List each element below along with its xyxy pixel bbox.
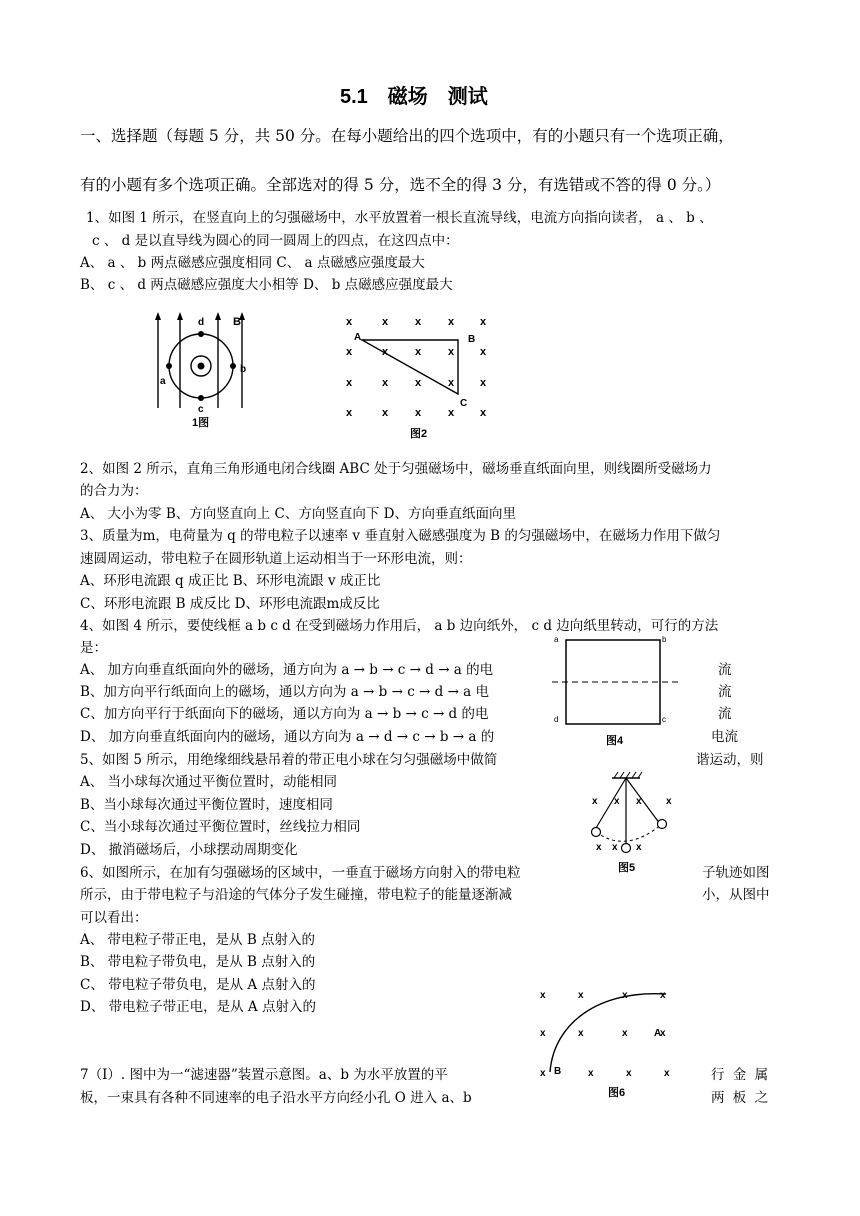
fig4-label-d: d bbox=[554, 715, 559, 724]
q3-stem-line2: 速圆周运动，带电粒子在圆形轨道上运动相当于一环形电流，则： bbox=[80, 551, 472, 567]
svg-text:x: x bbox=[660, 1028, 666, 1039]
fig4-label-b: b bbox=[662, 635, 667, 644]
svg-text:x: x bbox=[480, 377, 487, 389]
fig6-caption: 图6 bbox=[608, 1087, 626, 1099]
q7-stem-line1: 7（Ⅰ）. 图中为一“滤速器”装置示意图。a、b 为水平放置的平 bbox=[80, 1067, 448, 1083]
q4-option-d: D、 加方向垂直纸面向内的磁场，通以方向为 a → d → c → b → a 的 bbox=[80, 729, 495, 745]
figure-2 bbox=[340, 312, 495, 442]
fig1-label-b: b bbox=[240, 364, 247, 375]
svg-text:x: x bbox=[382, 377, 389, 389]
fig5-caption: 图5 bbox=[618, 862, 636, 874]
svg-text:x: x bbox=[346, 377, 353, 389]
q4-option-a-tail: 流 bbox=[718, 662, 732, 678]
q7-stem-line2-tail: 两 板 之 bbox=[711, 1090, 769, 1106]
q5-option-b: B、当小球每次通过平衡位置时，速度相同 bbox=[80, 797, 333, 813]
q3-options-ab: A、环形电流跟 q 成正比 B、环形电流跟 v 成正比 bbox=[80, 573, 381, 589]
q4-option-c: C、加方向平行于纸面向下的磁场，通以方向为 a → b → c → d 的电 bbox=[80, 706, 489, 722]
q5-option-c: C、当小球每次通过平衡位置时，丝线拉力相同 bbox=[80, 819, 361, 835]
figure-5 bbox=[582, 766, 682, 876]
q2-stem-line1: 2、如图 2 所示，直角三角形通电闭合线圈 ABC 处于匀强磁场中，磁场垂直纸面向里，则线圈所受磁场力 bbox=[80, 461, 712, 477]
svg-text:x: x bbox=[626, 1068, 632, 1079]
figure-4 bbox=[548, 630, 688, 750]
fig2-caption: 图2 bbox=[410, 428, 428, 440]
svg-text:x: x bbox=[636, 796, 642, 807]
q6-stem-line1-tail: 子轨迹如图 bbox=[702, 865, 770, 881]
svg-text:x: x bbox=[660, 990, 666, 1001]
svg-text:x: x bbox=[415, 346, 422, 358]
fig6-label-B: B bbox=[554, 1066, 562, 1077]
q5-stem-tail: 谐运动，则 bbox=[696, 752, 764, 768]
fig6-label-A: A bbox=[654, 1028, 662, 1039]
q6-stem-line3: 可以看出： bbox=[80, 910, 148, 926]
q7-stem-line2: 板，一束具有各种不同速率的电子沿水平方向经小孔 O 进入 a、b bbox=[80, 1090, 472, 1106]
svg-text:x: x bbox=[540, 1028, 546, 1039]
svg-text:x: x bbox=[415, 407, 422, 419]
q6-option-c: C、 带电粒子带负电，是从 A 点射入的 bbox=[80, 977, 316, 993]
q4-option-b-tail: 流 bbox=[718, 684, 732, 700]
fig1-label-a: a bbox=[160, 376, 166, 387]
q2-options: A、 大小为零 B、方向竖直向上 C、方向竖直向下 D、方向垂直纸面向里 bbox=[80, 506, 516, 522]
q6-option-b: B、 带电粒子带负电，是从 B 点射入的 bbox=[80, 954, 316, 970]
fig1-caption: 1图 bbox=[192, 417, 210, 429]
fig1-label-c: c bbox=[198, 404, 204, 415]
svg-text:x: x bbox=[448, 346, 455, 358]
section-instructions-line1: 一、选择题（每题 5 分，共 50 分。在每小题给出的四个选项中，有的小题只有一个选项正确， bbox=[80, 127, 734, 145]
svg-text:x: x bbox=[346, 316, 353, 328]
q5-option-a: A、 当小球每次通过平衡位置时，动能相同 bbox=[80, 774, 338, 790]
q2-stem-line2: 的合力为： bbox=[80, 483, 148, 499]
q6-stem-line1: 6、如图所示，在加有匀强磁场的区域中，一垂直于磁场方向射入的带电粒 bbox=[80, 865, 521, 881]
q1-options-ac: A、 a 、 b 两点磁感应强度相同 C、 a 点磁感应强度最大 bbox=[80, 255, 425, 271]
q6-stem-line2-tail: 小，从图中 bbox=[702, 887, 770, 903]
svg-text:x: x bbox=[622, 1028, 628, 1039]
svg-text:x: x bbox=[578, 990, 584, 1001]
svg-text:x: x bbox=[480, 346, 487, 358]
svg-text:x: x bbox=[540, 1068, 546, 1079]
svg-text:x: x bbox=[415, 316, 422, 328]
svg-text:x: x bbox=[346, 346, 353, 358]
svg-text:x: x bbox=[480, 316, 487, 328]
svg-text:x: x bbox=[588, 1068, 594, 1079]
q1-stem-line1: 1、如图 1 所示，在竖直向上的匀强磁场中，水平放置着一根长直流导线，电流方向指向读者， a 、 b 、 bbox=[86, 210, 713, 226]
svg-text:x: x bbox=[448, 407, 455, 419]
fig4-caption: 图4 bbox=[606, 735, 624, 747]
fig4-label-c: c bbox=[662, 715, 666, 724]
svg-text:x: x bbox=[382, 346, 389, 358]
svg-text:x: x bbox=[596, 842, 602, 853]
q4-stem-line1: 4、如图 4 所示，要使线框 a b c d 在受到磁场力作用后， a b 边向纸外， c d 边向纸里转动，可行的方法 bbox=[80, 618, 719, 634]
svg-text:x: x bbox=[346, 407, 353, 419]
svg-text:x: x bbox=[612, 842, 618, 853]
q3-stem-line1: 3、质量为m，电荷量为 q 的带电粒子以速率 v 垂直射入磁感强度为 B 的匀强磁场中，在磁场力作用下做匀 bbox=[80, 528, 721, 544]
svg-text:x: x bbox=[622, 990, 628, 1001]
q6-stem-line2: 所示，由于带电粒子与沿途的气体分子发生碰撞，带电粒子的能量逐渐减 bbox=[80, 887, 512, 903]
page-title: 5.1 磁场 测试 bbox=[340, 86, 488, 108]
svg-text:x: x bbox=[448, 377, 455, 389]
q4-option-a: A、 加方向垂直纸面向外的磁场，通方向为 a → b → c → d → a 的电 bbox=[80, 662, 494, 678]
q6-option-d: D、 带电粒子带正电，是从 A 点射入的 bbox=[80, 999, 316, 1015]
svg-text:x: x bbox=[415, 377, 422, 389]
fig2-label-A: A bbox=[354, 332, 362, 343]
svg-text:x: x bbox=[540, 990, 546, 1001]
q4-option-d-tail: 电流 bbox=[711, 729, 738, 745]
q6-option-a: A、 带电粒子带正电，是从 B 点射入的 bbox=[80, 932, 316, 948]
fig2-label-C: C bbox=[460, 398, 468, 409]
q3-options-cd: C、环形电流跟 B 成反比 D、环形电流跟m成反比 bbox=[80, 596, 380, 612]
fig2-label-B: B bbox=[468, 334, 476, 345]
section-instructions-line2: 有的小题有多个选项正确。全部选对的得 5 分，选不全的得 3 分，有选错或不答的得 0 分。） bbox=[80, 176, 721, 194]
svg-text:x: x bbox=[664, 1068, 670, 1079]
figure-6 bbox=[530, 982, 690, 1102]
svg-text:x: x bbox=[578, 1028, 584, 1039]
svg-text:x: x bbox=[592, 796, 598, 807]
fig4-label-a: a bbox=[554, 635, 559, 644]
svg-text:x: x bbox=[636, 842, 642, 853]
svg-text:x: x bbox=[382, 316, 389, 328]
svg-text:x: x bbox=[448, 316, 455, 328]
fig1-label-d: d bbox=[198, 317, 205, 328]
q1-options-bd: B、 c 、 d 两点磁感应强度大小相等 D、 b 点磁感应强度最大 bbox=[80, 277, 453, 293]
q1-stem-line2: c 、 d 是以直导线为圆心的同一圆周上的四点，在这四点中： bbox=[92, 233, 459, 249]
svg-text:x: x bbox=[480, 407, 487, 419]
q7-stem-line1-tail: 行 金 属 bbox=[711, 1067, 769, 1083]
figure-1 bbox=[148, 308, 258, 433]
svg-text:x: x bbox=[614, 796, 620, 807]
svg-text:x: x bbox=[382, 407, 389, 419]
fig1-label-B: B bbox=[233, 316, 241, 328]
q5-option-d: D、 撤消磁场后，小球摆动周期变化 bbox=[80, 842, 298, 858]
q4-option-c-tail: 流 bbox=[718, 706, 732, 722]
svg-text:x: x bbox=[666, 796, 672, 807]
q4-stem-line2: 是： bbox=[80, 640, 107, 656]
q5-stem: 5、如图 5 所示，用绝缘细线悬吊着的带正电小球在匀匀强磁场中做简 bbox=[80, 752, 498, 768]
q4-option-b: B、加方向平行纸面向上的磁场，通以方向为 a → b → c → d → a 电 bbox=[80, 684, 490, 700]
